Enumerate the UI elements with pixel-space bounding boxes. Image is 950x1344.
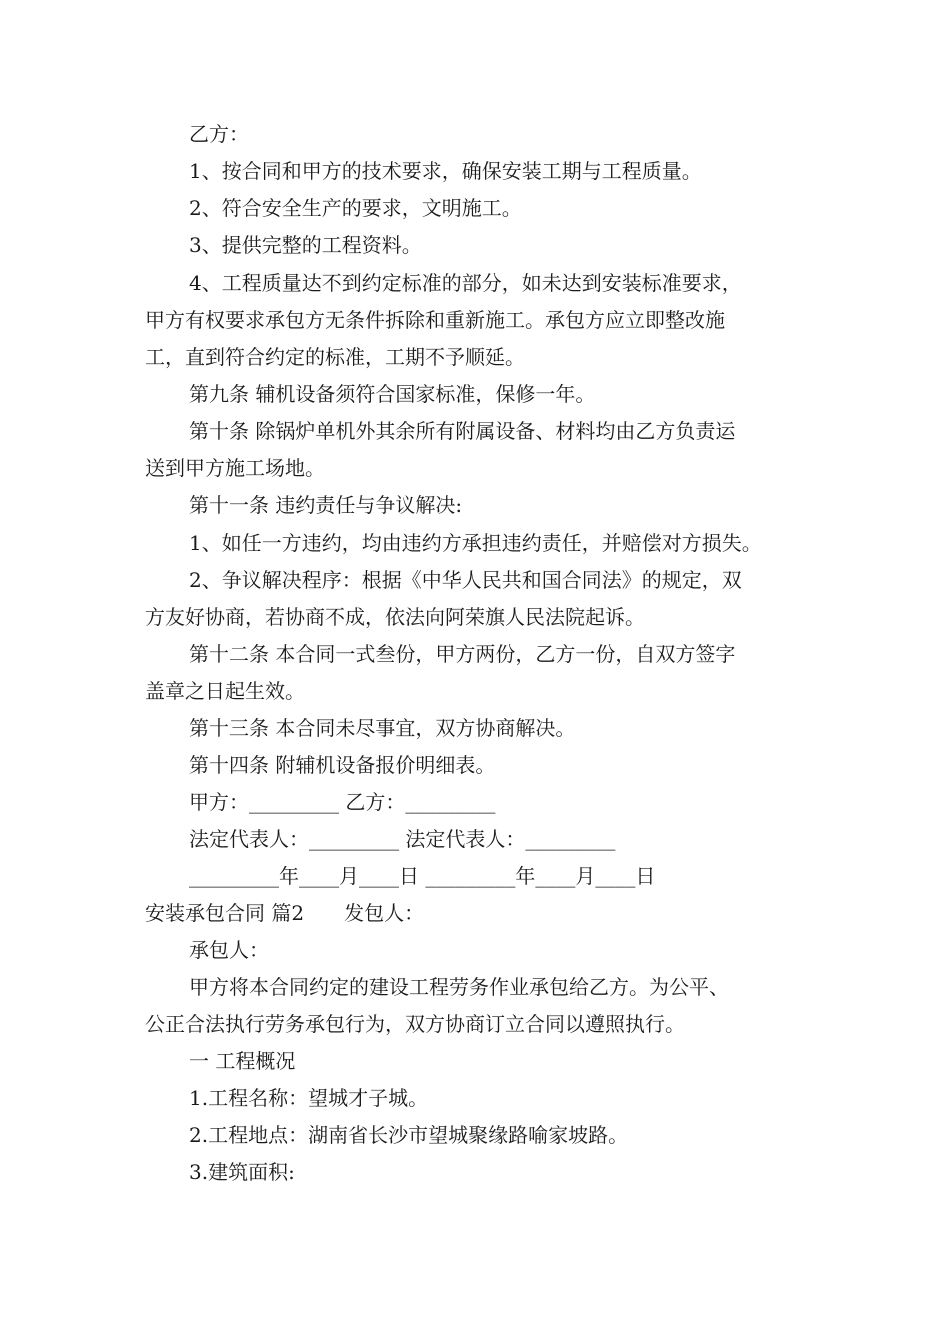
signature-line-parties: 甲方：_________ 乙方：_________ [189, 790, 496, 814]
paragraph-line: 甲方有权要求承包方无条件拆除和重新施工。承包方应立即整改施 [145, 308, 725, 332]
paragraph-line: 2.工程地点：湖南省长沙市望城聚缘路喻家坡路。 [189, 1123, 629, 1147]
article-9: 第九条 辅机设备须符合国家标准，保修一年。 [189, 382, 596, 406]
signature-line-representatives: 法定代表人：_________ 法定代表人：_________ [189, 827, 616, 851]
paragraph-line: 1.工程名称：望城才子城。 [189, 1086, 429, 1110]
contractee-label: 承包人： [189, 938, 269, 962]
paragraph-line: 3、提供完整的工程资料。 [189, 233, 422, 257]
article-10: 第十条 除锅炉单机外其余所有附属设备、材料均由乙方负责运 [189, 419, 736, 443]
paragraph-line: 4、工程质量达不到约定标准的部分，如未达到安装标准要求， [189, 271, 742, 295]
paragraph-line: 工，直到符合约定的标准，工期不予顺延。 [145, 345, 525, 369]
section-heading [145, 901, 424, 925]
article-11: 第十一条 违约责任与争议解决: [189, 493, 463, 517]
paragraph-line: 2、争议解决程序：根据《中华人民共和国合同法》的规定，双 [189, 568, 742, 592]
paragraph-line: 3.建筑面积: [189, 1160, 295, 1184]
paragraph-line: 送到甲方施工场地。 [145, 456, 325, 480]
article-12: 第十二条 本合同一式叁份，甲方两份，乙方一份，自双方签字 [189, 642, 736, 666]
contractor-label: 发包人： [344, 901, 425, 925]
subsection-heading: 一 工程概况 [189, 1049, 296, 1073]
paragraph-line: 2、符合安全生产的要求，文明施工。 [189, 196, 522, 220]
paragraph-line: 1、按合同和甲方的技术要求，确保安装工期与工程质量。 [189, 159, 702, 183]
paragraph-line: 盖章之日起生效。 [145, 679, 305, 703]
signature-line-dates: _________年____月____日 _________年____月____日 [189, 864, 656, 888]
section-title: 安装承包合同 篇2 [145, 901, 305, 925]
article-14: 第十四条 附辅机设备报价明细表。 [189, 753, 496, 777]
paragraph-line: 乙方： [189, 122, 249, 146]
paragraph-line: 公正合法执行劳务承包行为，双方协商订立合同以遵照执行。 [145, 1012, 685, 1036]
article-13: 第十三条 本合同未尽事宜，双方协商解决。 [189, 716, 576, 740]
paragraph-line: 1、如任一方违约，均由违约方承担违约责任，并赔偿对方损失。 [189, 531, 762, 555]
paragraph-line: 方友好协商，若协商不成，依法向阿荣旗人民法院起诉。 [145, 605, 645, 629]
paragraph-line: 甲方将本合同约定的建设工程劳务作业承包给乙方。为公平、 [189, 975, 729, 999]
